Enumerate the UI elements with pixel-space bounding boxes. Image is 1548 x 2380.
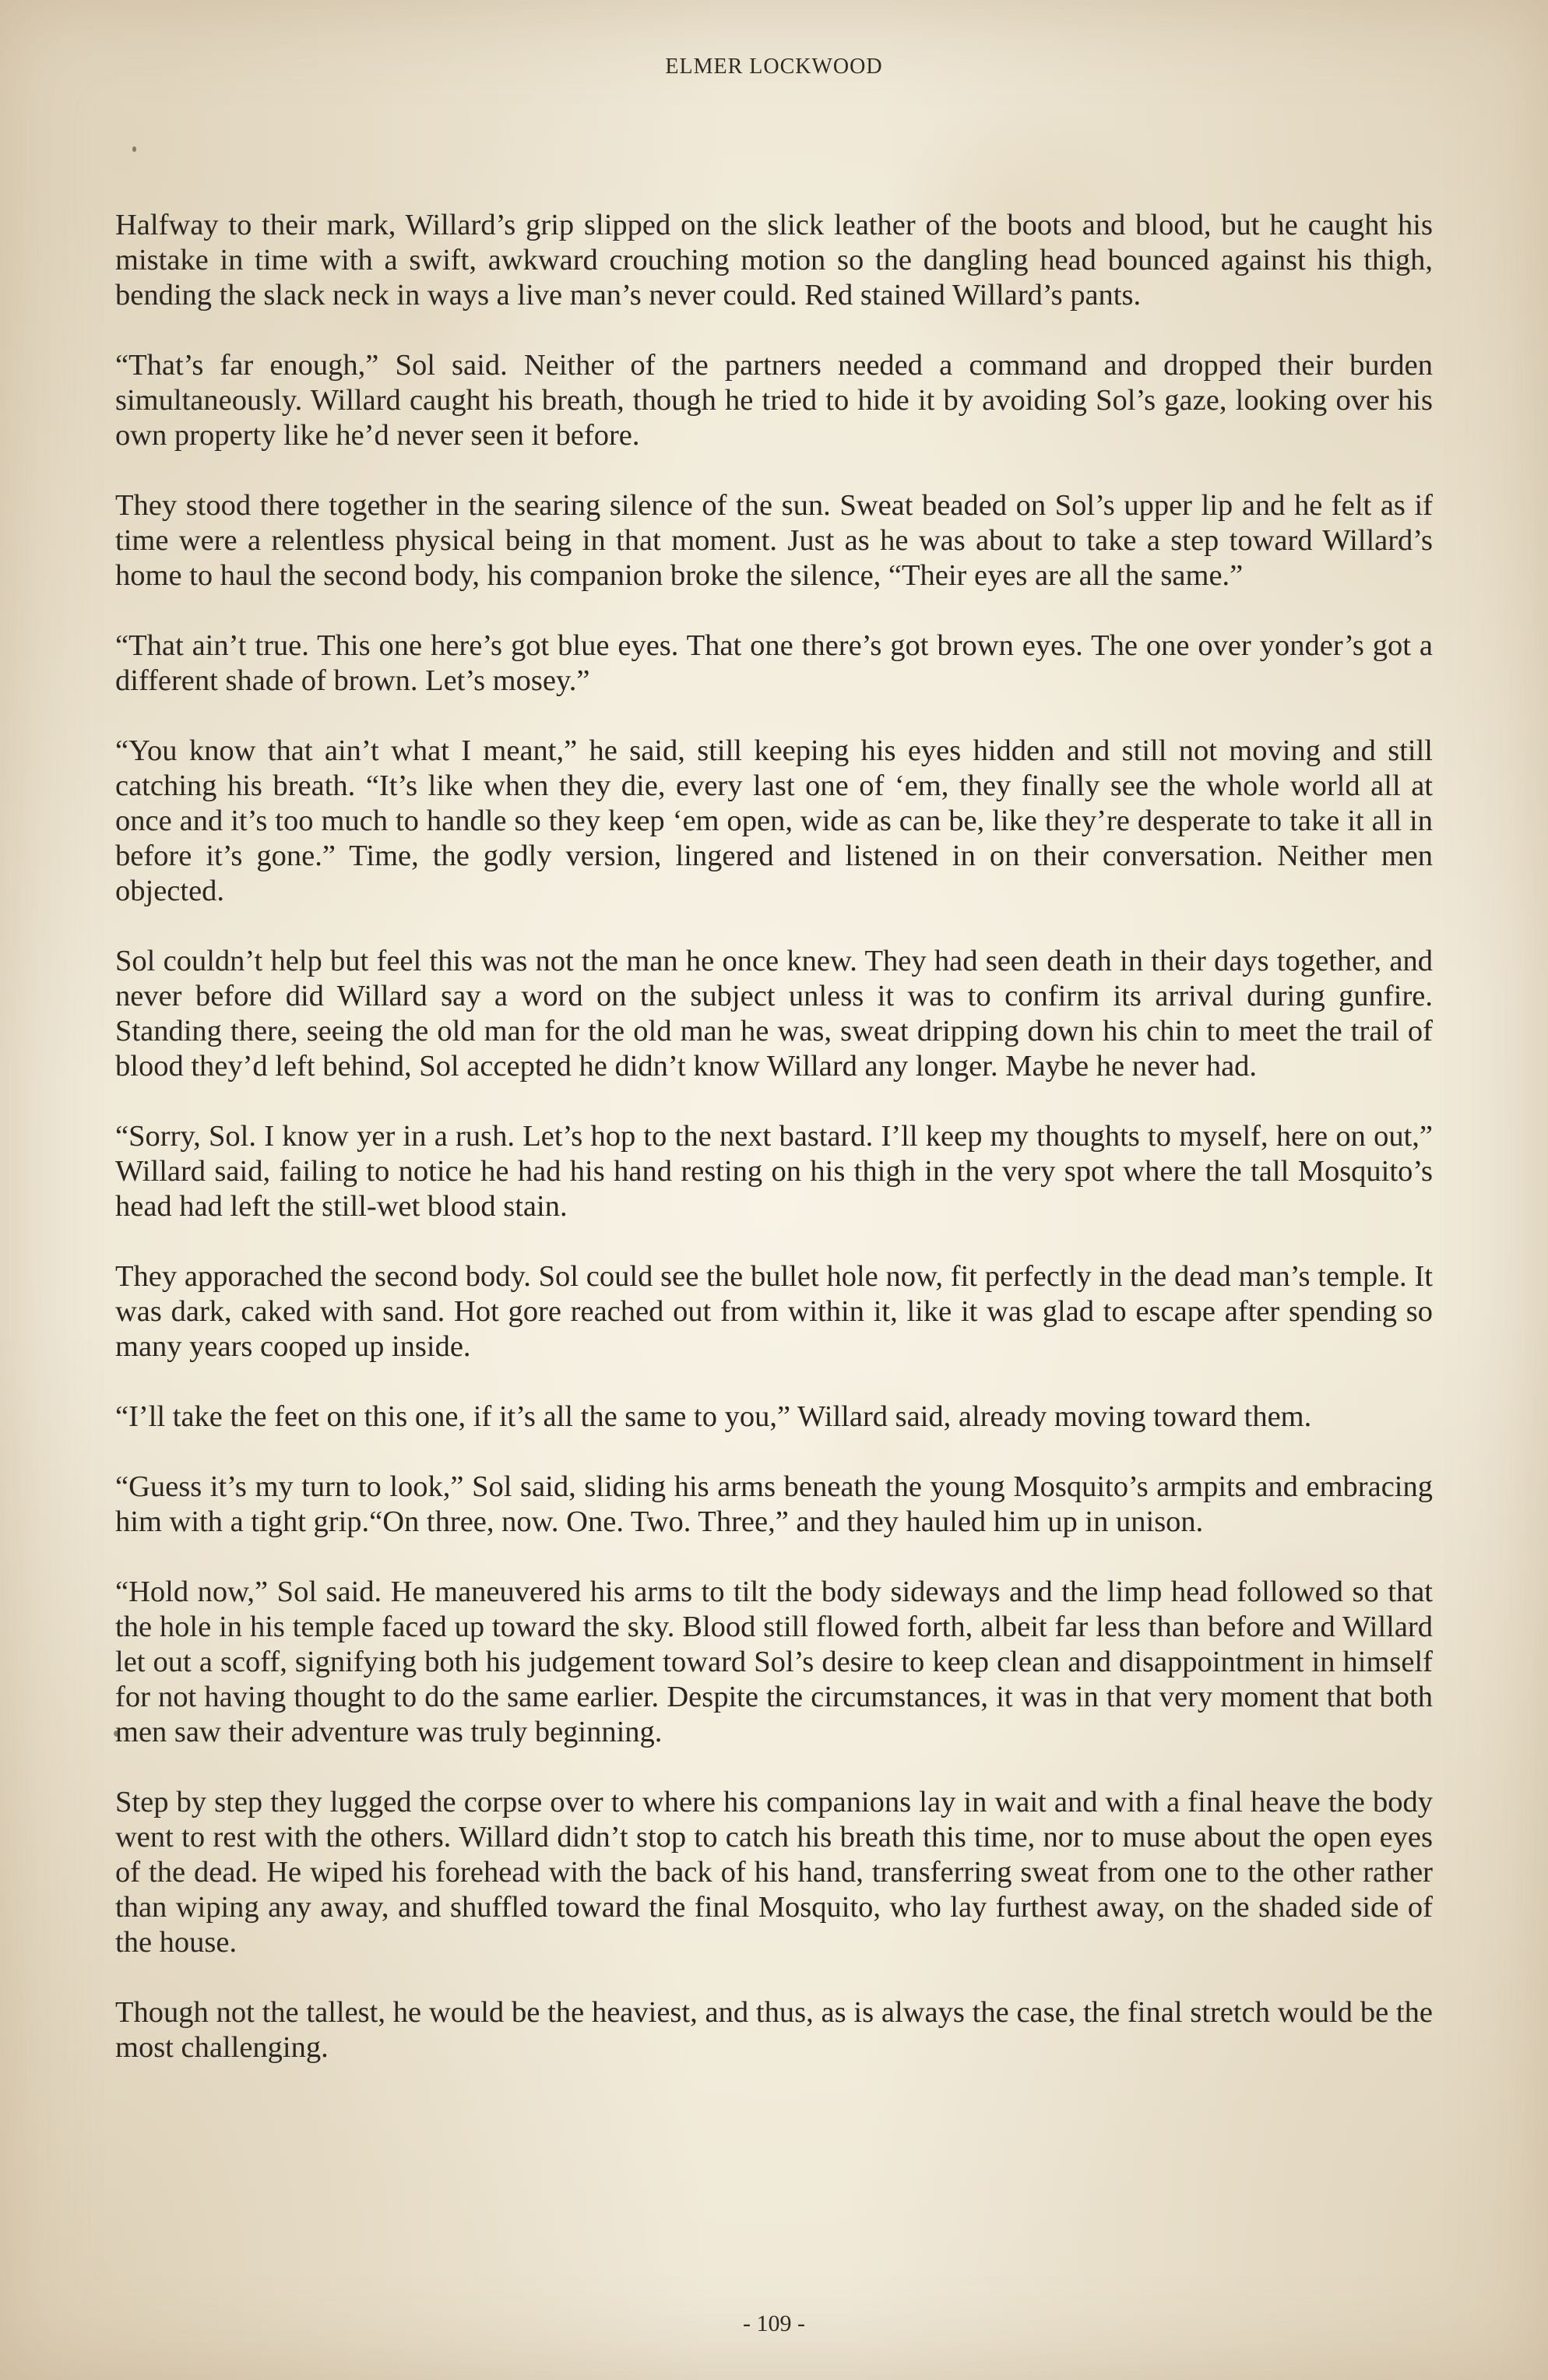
paper-speck [132,146,136,152]
paragraph: They apporached the second body. Sol could see the bullet hole now, fit perfectly in the dead man’s temple. It was dark, caked with sand. Hot gore reached out from within it, like it was glad to escape after spending so many years cooped up inside. [115,1260,1433,1363]
paragraph: “Sorry, Sol. I know yer in a rush. Let’s hop to the next bastard. I’ll keep my thoughts to myself, here on out,” Willard said, failing to notice he had his hand resting on his thigh in the very spot where the tall Mosquito’s head had left the still-wet blood stain. [115,1120,1433,1223]
paragraph: Halfway to their mark, Willard’s grip slipped on the slick leather of the boots and blood, but he caught his mistake in time with a swift, awkward crouching motion so the dangling head bounced against his thigh, bending the slack neck in ways a live man’s never could. Red stained Willard’s pants. [115,209,1433,312]
page-number: - 109 - [743,2311,805,2336]
paragraph: “That ain’t true. This one here’s got blue eyes. That one there’s got brown eyes. The one over yonder’s got a different shade of brown. Let’s mosey.” [115,629,1433,697]
body-text [115,208,1433,2065]
paragraph: “You know that ain’t what I meant,” he said, still keeping his eyes hidden and still not moving and still catching his breath. “It’s like when they die, every last one of ‘em, they finally see the whole world all at once and it’s too much to handle so they keep ‘em open, wide as can be, like they’re desperate to take it all in before it’s gone.” Time, the godly version, lingered and listened in on their conversation. Neither men objected. [115,734,1433,907]
paragraph: “I’ll take the feet on this one, if it’s all the same to you,” Willard said, already moving toward them. [115,1400,1312,1433]
paragraph: “That’s far enough,” Sol said. Neither of the partners needed a command and dropped their burden simultaneously. Willard caught his breath, though he tried to hide it by avoiding Sol’s gaze, looking over his own property like he’d never seen it before. [115,349,1433,452]
paragraph: Sol couldn’t help but feel this was not the man he once knew. They had seen death in their days together, and never before did Willard say a word on the subject unless it was to confirm its arrival during gunfire. Standing there, seeing the old man for the old man he was, sweat dripping down his chin to meet the trail of blood they’d left behind, Sol accepted he didn’t know Willard any longer. Maybe he never had. [115,945,1433,1083]
paragraph: Though not the tallest, he would be the heaviest, and thus, as is always the case, the final stretch would be the most challenging. [115,1996,1433,2064]
paragraph: “Guess it’s my turn to look,” Sol said, sliding his arms beneath the young Mosquito’s armpits and embracing him with a tight grip.“On three, now. One. Two. Three,” and they hauled him up in unison. [115,1470,1433,1538]
paragraph: They stood there together in the searing silence of the sun. Sweat beaded on Sol’s upper lip and he felt as if time were a relentless physical being in that moment. Just as he was about to take a step toward Willard’s home to haul the second body, his companion broke the silence, “Their eyes are all the same.” [115,489,1433,592]
paragraph: “Hold now,” Sol said. He maneuvered his arms to tilt the body sideways and the limp head followed so that the hole in his temple faced up toward the sky. Blood still flowed forth, albeit far less than before and Willard let out a scoff, signifying both his judgement toward Sol’s desire to keep clean and disappointment in himself for not having thought to do the same earlier. Despite the circumstances, it was in that very moment that both men saw their adventure was truly beginning. [115,1576,1433,1748]
paragraph: Step by step they lugged the corpse over to where his companions lay in wait and with a final heave the body went to rest with the others. Willard didn’t stop to catch his breath this time, nor to muse about the open eyes of the dead. He wiped his forehead with the back of his hand, transferring sweat from one to the other rather than wiping any away, and shuffled toward the final Mosquito, who lay furthest away, on the shaded side of the house. [115,1786,1433,1959]
running-head: ELMER LOCKWOOD [665,55,883,79]
